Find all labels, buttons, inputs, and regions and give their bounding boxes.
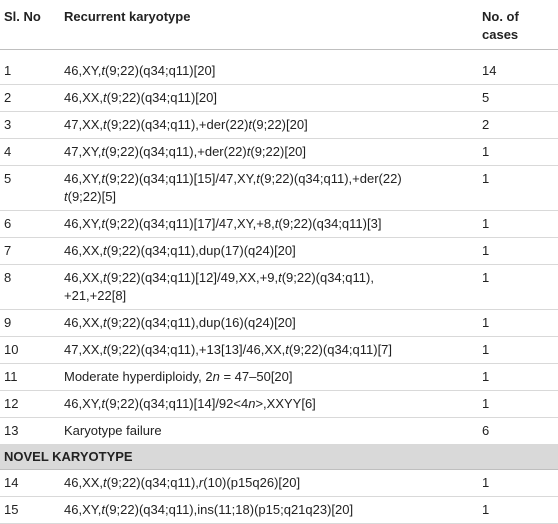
header-row: [0, 0, 558, 50]
table-row: [0, 265, 558, 310]
row-number: 15: [0, 497, 64, 524]
row-number: 14: [0, 470, 64, 497]
karyotype-cell: 46,XX,t(9;22)(q34;q11),r(10)(p15q26)[20]: [64, 470, 478, 497]
karyotype-cell: 47,XX,t(9;22)(q34;q11),+13[13]/46,XX,t(9;22)(q34;q11)[7]: [64, 337, 478, 364]
cases-cell: 1: [478, 497, 558, 524]
karyotype-cell: 46,XX,t(9;22)(q34;q11),dup(17)(q24)[20]: [64, 238, 478, 265]
row-number: 7: [0, 238, 64, 265]
karyotype-cell: Moderate hyperdiploidy, 2n = 47–50[20]: [64, 364, 478, 391]
cases-cell: 1: [478, 337, 558, 364]
cases-cell: 6: [478, 418, 558, 445]
cases-cell: 1: [478, 310, 558, 337]
row-number: 13: [0, 418, 64, 445]
cases-cell: 14: [478, 50, 558, 85]
cases-cell: 1: [478, 364, 558, 391]
karyotype-cell: Karyotype failure: [64, 418, 478, 445]
table-row: [0, 364, 558, 391]
table-row: [0, 391, 558, 418]
table-row: [0, 112, 558, 139]
section-header-novel: NOVEL KARYOTYPE: [0, 445, 558, 470]
cases-cell: 1: [478, 391, 558, 418]
row-number: 9: [0, 310, 64, 337]
table-row: [0, 85, 558, 112]
cases-cell: 5: [478, 85, 558, 112]
row-number: 6: [0, 211, 64, 238]
table-row: [0, 238, 558, 265]
row-number: 3: [0, 112, 64, 139]
table-row: [0, 139, 558, 166]
row-number: 5: [0, 166, 64, 211]
cases-cell: 1: [478, 238, 558, 265]
section-header-row: [0, 445, 558, 470]
row-number: 11: [0, 364, 64, 391]
karyotype-cell: 46,XY,t(9;22)(q34;q11)[20]: [64, 50, 478, 85]
karyotype-cell: 47,XX,t(9;22)(q34;q11),+der(22)t(9;22)[20]: [64, 112, 478, 139]
karyotype-cell: 46,XY,t(9;22)(q34;q11)[17]/47,XY,+8,t(9;22)(q34;q11)[3]: [64, 211, 478, 238]
karyotype-cell: 46,XX,t(9;22)(q34;q11)[20]: [64, 85, 478, 112]
karyotype-cell: 46,XX,t(9;22)(q34;q11)[12]/49,XX,+9,t(9;22)(q34;q11), +21,+22[8]: [64, 265, 478, 310]
table-row: [0, 310, 558, 337]
karyotype-cell: 46,XY,t(9;22)(q34;q11)[15]/47,XY,t(9;22)(q34;q11),+der(22) t(9;22)[5]: [64, 166, 478, 211]
row-number: 1: [0, 50, 64, 85]
row-number: 8: [0, 265, 64, 310]
cases-cell: 1: [478, 166, 558, 211]
cases-cell: 1: [478, 265, 558, 310]
header-karyotype: Recurrent karyotype: [64, 0, 478, 50]
table-row: [0, 470, 558, 497]
row-number: 2: [0, 85, 64, 112]
cases-cell: 1: [478, 139, 558, 166]
row-number: 12: [0, 391, 64, 418]
cases-cell: 1: [478, 470, 558, 497]
cases-cell: 1: [478, 211, 558, 238]
table-row: [0, 497, 558, 524]
karyotype-cell: 46,XY,t(9;22)(q34;q11),ins(11;18)(p15;q21q23)[20]: [64, 497, 478, 524]
table-row: [0, 166, 558, 211]
header-cases: No. of cases: [478, 0, 558, 50]
header-sl-no: Sl. No: [0, 0, 64, 50]
karyotype-cell: 47,XY,t(9;22)(q34;q11),+der(22)t(9;22)[20]: [64, 139, 478, 166]
cases-cell: 2: [478, 112, 558, 139]
table-row: [0, 211, 558, 238]
table-row: [0, 50, 558, 85]
table-row: [0, 337, 558, 364]
row-number: 4: [0, 139, 64, 166]
table-row: [0, 418, 558, 445]
karyotype-cell: 46,XY,t(9;22)(q34;q11)[14]/92<4n>,XXYY[6]: [64, 391, 478, 418]
row-number: 10: [0, 337, 64, 364]
karyotype-cell: 46,XX,t(9;22)(q34;q11),dup(16)(q24)[20]: [64, 310, 478, 337]
